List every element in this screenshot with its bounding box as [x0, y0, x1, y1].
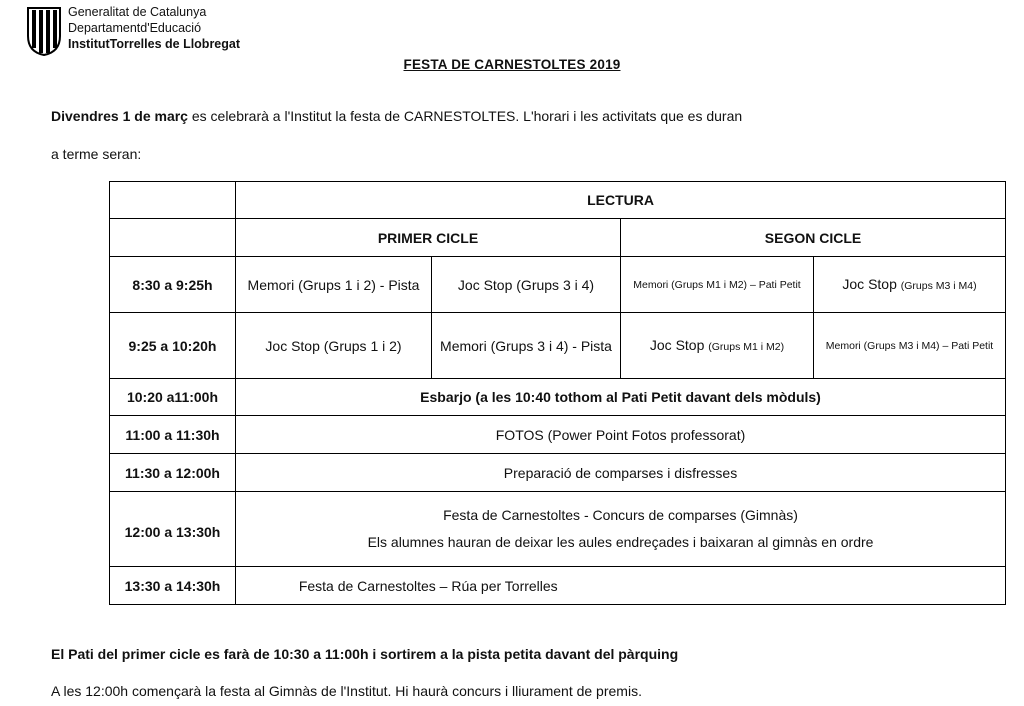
table-row	[110, 492, 1006, 567]
empty-cell	[110, 182, 236, 219]
activity-cell	[814, 257, 1006, 313]
intro-line-1	[51, 108, 742, 124]
activity-main: Joc Stop	[842, 275, 901, 292]
activity-cell: FOTOS (Power Point Fotos professorat)	[236, 416, 1006, 454]
activity-groups: (Grups M3 i M4)	[900, 279, 977, 292]
time-text: 12:00 a 13:30h	[124, 524, 221, 540]
intro-line-2: a terme seran:	[51, 146, 142, 162]
table-row	[110, 257, 1006, 313]
document-title: FESTA DE CARNESTOLTES 2019	[403, 57, 621, 72]
table-row	[110, 379, 1006, 416]
intro-date: Divendres 1 de març	[51, 108, 188, 124]
letterhead-line-2: Departamentd'Educació	[68, 21, 202, 35]
activity-line-1: Festa de Carnestoltes - Concurs de comparses (Gimnàs)	[443, 507, 798, 523]
time-cell: 13:30 a 14:30h	[110, 567, 236, 605]
table-row	[110, 182, 1006, 219]
table-row	[110, 219, 1006, 257]
activity-cell: Preparació de comparses i disfresses	[236, 454, 1006, 492]
activity-cell: Memori (Grups 1 i 2) - Pista	[236, 257, 432, 313]
letterhead-line-1: Generalitat de Catalunya	[68, 5, 207, 19]
activity-cell: Joc Stop (Grups 1 i 2)	[236, 313, 432, 379]
activity-groups: (Grups M1 i M2)	[708, 340, 785, 353]
table-row	[110, 454, 1006, 492]
table-row	[110, 313, 1006, 379]
letterhead-line-3: InstitutTorrelles de Llobregat	[68, 37, 241, 51]
activity-cell: Memori (Grups 3 i 4) - Pista	[432, 313, 621, 379]
activity-line-2: Els alumnes hauran de deixar les aules endreçades i baixaran al gimnàs en ordre	[367, 534, 874, 550]
time-cell: 11:00 a 11:30h	[110, 416, 236, 454]
letterhead-text	[68, 4, 240, 52]
empty-cell	[621, 567, 1006, 605]
header-lectura: LECTURA	[236, 182, 1006, 219]
activity-cell: Memori (Grups M1 i M2) – Pati Petit	[621, 257, 814, 313]
note-festa: A les 12:00h començarà la festa al Gimnàs de l'Institut. Hi haurà concurs i lliurament de premis.	[51, 683, 642, 699]
time-cell: 9:25 a 10:20h	[110, 313, 236, 379]
activity-cell	[621, 313, 814, 379]
table-row	[110, 416, 1006, 454]
time-cell	[110, 492, 236, 567]
activity-cell: Festa de Carnestoltes – Rúa per Torrelles	[236, 567, 621, 605]
header-primer-cicle: PRIMER CICLE	[236, 219, 621, 257]
note-primer-cicle: El Pati del primer cicle es farà de 10:30 a 11:00h i sortirem a la pista petita davant del pàrquing	[51, 646, 679, 662]
intro-text: es celebrarà a l'Institut la festa de CARNESTOLTES. L'horari i les activitats que es duran	[187, 108, 743, 124]
table-row	[110, 567, 1006, 605]
time-cell: 11:30 a 12:00h	[110, 454, 236, 492]
activity-cell: Esbarjo (a les 10:40 tothom al Pati Petit davant dels mòduls)	[236, 379, 1006, 416]
empty-cell	[110, 219, 236, 257]
schedule-table	[109, 181, 1006, 605]
activity-cell: Joc Stop (Grups 3 i 4)	[432, 257, 621, 313]
time-cell: 8:30 a 9:25h	[110, 257, 236, 313]
activity-main: Joc Stop	[649, 336, 709, 353]
time-cell: 10:20 a11:00h	[110, 379, 236, 416]
activity-cell: Memori (Grups M3 i M4) – Pati Petit	[814, 313, 1006, 379]
activity-cell	[236, 492, 1006, 567]
header-segon-cicle: SEGON CICLE	[621, 219, 1006, 257]
generalitat-emblem-icon	[24, 6, 64, 56]
